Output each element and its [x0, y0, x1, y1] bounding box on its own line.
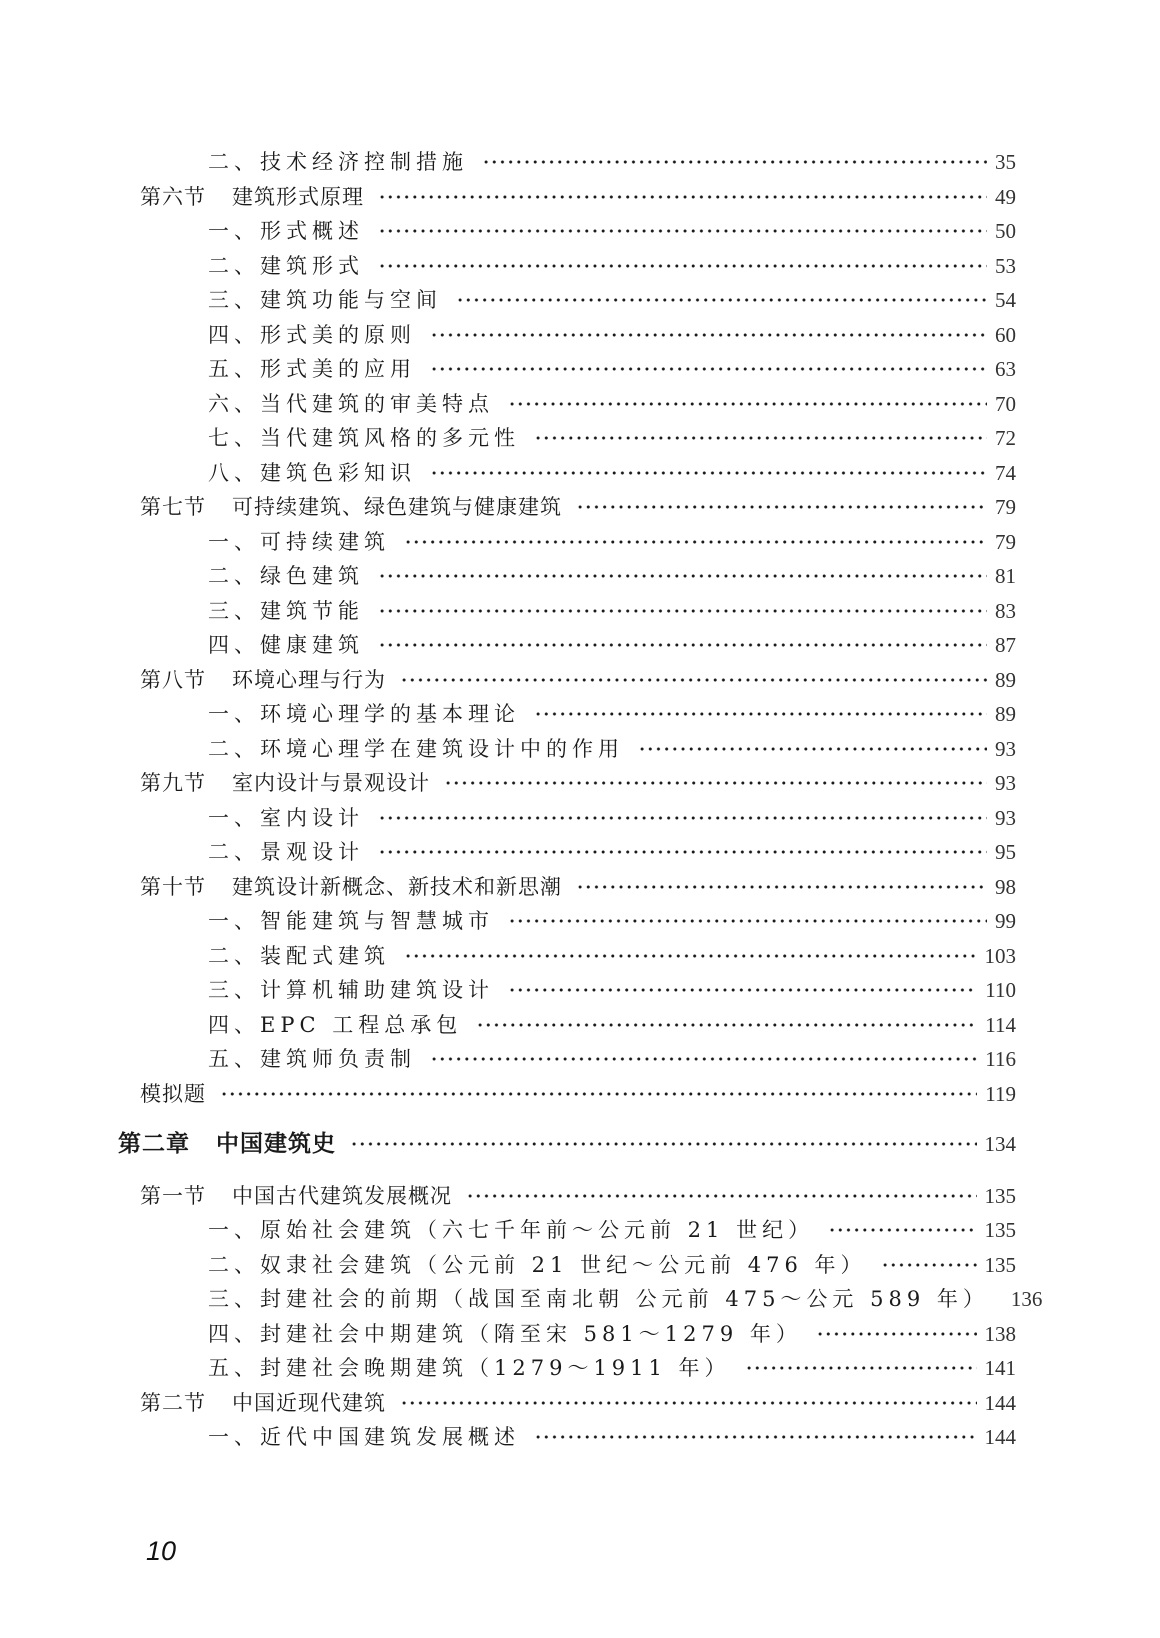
dot-leader — [378, 850, 987, 854]
toc-entry-label: 三、封建社会的前期（战国至南北朝 公元前 475～公元 589 年） — [208, 1287, 989, 1311]
toc-page-number: 138 — [984, 1322, 1016, 1346]
toc-entry-label: 五、形式美的应用 — [208, 357, 416, 381]
toc-entry-title — [208, 972, 494, 1008]
dot-leader — [378, 229, 987, 233]
toc-entry-title — [208, 420, 520, 456]
toc-page-number: 135 — [984, 1184, 1016, 1208]
toc-page-number: 49 — [995, 185, 1016, 209]
toc-entry-title — [208, 558, 364, 594]
toc-subsection-entry — [0, 1281, 1043, 1317]
toc-subsection-entry — [0, 731, 1016, 767]
toc-page-number: 116 — [985, 1047, 1016, 1071]
toc-entry-title — [208, 144, 468, 180]
toc-entry-title — [140, 765, 430, 801]
toc-page-number: 79 — [995, 530, 1016, 554]
toc-entry-label: 二、装配式建筑 — [208, 944, 390, 968]
dot-leader — [456, 298, 987, 302]
dot-leader — [378, 816, 987, 820]
toc-subsection-entry — [0, 1316, 1016, 1352]
toc-entry-title — [140, 1385, 386, 1421]
toc-subsection-entry — [0, 1247, 1016, 1283]
toc-entry-label: 可持续建筑、绿色建筑与健康建筑 — [232, 495, 562, 519]
toc-entry-title — [140, 489, 562, 525]
toc-entry-label: 二、建筑形式 — [208, 254, 364, 278]
toc-subsection-entry — [0, 972, 1016, 1008]
toc-entry-number: 第十节 — [140, 875, 206, 899]
toc-entry-title — [208, 351, 416, 387]
toc-entry-label: 模拟题 — [140, 1082, 206, 1106]
toc-page-number: 93 — [995, 771, 1016, 795]
toc-entry-label: 三、建筑功能与空间 — [208, 288, 442, 312]
toc-entry-title — [208, 903, 494, 939]
dot-leader — [482, 160, 987, 164]
toc-entry-title — [208, 696, 520, 732]
dot-leader — [430, 367, 987, 371]
dot-leader — [638, 747, 987, 751]
toc-entry-title — [208, 386, 494, 422]
toc-entry-label: 建筑形式原理 — [232, 185, 364, 209]
toc-entry-label: 一、可持续建筑 — [208, 530, 390, 554]
toc-entry-label: 四、形式美的原则 — [208, 323, 416, 347]
toc-page-number: 103 — [984, 944, 1016, 968]
toc-page-number: 136 — [1010, 1287, 1043, 1311]
toc-page-number: 53 — [995, 254, 1016, 278]
dot-leader — [378, 643, 987, 647]
toc-subsection-entry — [0, 627, 1016, 663]
toc-entry-title — [208, 800, 364, 836]
toc-page-number: 89 — [995, 702, 1016, 726]
toc-page-number: 93 — [995, 806, 1016, 830]
dot-leader — [534, 1435, 977, 1439]
toc-subsection-entry — [0, 1041, 1016, 1077]
toc-entry-number: 第二节 — [140, 1391, 206, 1415]
toc-entry-title — [208, 834, 364, 870]
toc-entry-label: 四、健康建筑 — [208, 633, 364, 657]
toc-entry-label: 二、景观设计 — [208, 840, 364, 864]
toc-entry-label: 环境心理与行为 — [232, 668, 386, 692]
toc-chapter-entry — [0, 1126, 1016, 1162]
dot-leader — [508, 402, 987, 406]
toc-entry-label: 六、当代建筑的审美特点 — [208, 392, 494, 416]
toc-subsection-entry — [0, 386, 1016, 422]
toc-page-number: 83 — [995, 599, 1016, 623]
toc-page-number: 72 — [995, 426, 1016, 450]
toc-entry-label: 室内设计与景观设计 — [232, 771, 430, 795]
toc-entry-title — [208, 1041, 416, 1077]
toc-section-entry — [0, 1178, 1016, 1214]
toc-page-number: 93 — [995, 737, 1016, 761]
toc-entry-label: 二、技术经济控制措施 — [208, 150, 468, 174]
toc-subsection-entry — [0, 144, 1016, 180]
toc-section-entry — [0, 662, 1016, 698]
toc-page-number: 79 — [995, 495, 1016, 519]
toc-entry-number: 第六节 — [140, 185, 206, 209]
toc-page-number: 87 — [995, 633, 1016, 657]
toc-entry-label: 二、绿色建筑 — [208, 564, 364, 588]
toc-entry-title — [208, 1247, 867, 1283]
toc-page-number: 144 — [984, 1391, 1016, 1415]
toc-subsection-entry — [0, 696, 1016, 732]
toc-entry-title — [140, 1178, 452, 1214]
toc-subsection-entry — [0, 351, 1016, 387]
toc-entry-label: 建筑设计新概念、新技术和新思潮 — [232, 875, 562, 899]
toc-page-number: 50 — [995, 219, 1016, 243]
toc-entry-label: 二、奴隶社会建筑（公元前 21 世纪～公元前 476 年） — [208, 1253, 867, 1277]
dot-leader — [444, 781, 987, 785]
toc-page-number: 89 — [995, 668, 1016, 692]
dot-leader — [430, 1057, 977, 1061]
toc-entry-title — [208, 213, 364, 249]
toc-entry-label: 一、智能建筑与智慧城市 — [208, 909, 494, 933]
toc-subsection-entry — [0, 938, 1016, 974]
toc-subsection-entry — [0, 524, 1016, 560]
toc-subsection-entry — [0, 1212, 1016, 1248]
dot-leader — [404, 954, 977, 958]
toc-page-number: 54 — [995, 288, 1016, 312]
page-number: 10 — [146, 1536, 177, 1566]
toc-page-number: 135 — [984, 1218, 1016, 1242]
toc-section-entry — [0, 765, 1016, 801]
dot-leader — [466, 1194, 977, 1198]
toc-subsection-entry — [0, 213, 1016, 249]
toc-subsection-entry — [0, 1419, 1016, 1455]
dot-leader — [220, 1092, 977, 1096]
toc-entry-title — [208, 731, 624, 767]
toc-entry-title — [208, 1419, 520, 1455]
toc-entry-label: 三、建筑节能 — [208, 599, 364, 623]
dot-leader — [745, 1366, 977, 1370]
toc-subsection-entry — [0, 1350, 1016, 1386]
toc-page-number: 114 — [985, 1013, 1016, 1037]
dot-leader — [534, 436, 987, 440]
dot-leader — [534, 712, 987, 716]
dot-leader — [400, 1401, 977, 1405]
toc-entry-title — [208, 1212, 814, 1248]
dot-leader — [430, 471, 987, 475]
toc-subsection-entry — [0, 317, 1016, 353]
dot-leader — [816, 1332, 977, 1336]
dot-leader — [378, 574, 987, 578]
toc-page-number: 110 — [985, 978, 1016, 1002]
toc-subsection-entry — [0, 1007, 1016, 1043]
toc-entry-title — [208, 627, 364, 663]
toc-entry-title — [208, 593, 364, 629]
toc-subsection-entry — [0, 834, 1016, 870]
toc-subsection-entry — [0, 558, 1016, 594]
toc-subsection-entry — [0, 248, 1016, 284]
dot-leader — [378, 264, 987, 268]
toc-section-entry — [0, 869, 1016, 905]
toc-page-number: 60 — [995, 323, 1016, 347]
toc-entry-label: 七、当代建筑风格的多元性 — [208, 426, 520, 450]
toc-entry-number: 第八节 — [140, 668, 206, 692]
toc-entry-label: 五、建筑师负责制 — [208, 1047, 416, 1071]
toc-subsection-entry — [0, 282, 1016, 318]
toc-section-entry — [0, 1385, 1016, 1421]
toc-entry-title — [208, 938, 390, 974]
toc-page-number: 81 — [995, 564, 1016, 588]
toc-page-number: 99 — [995, 909, 1016, 933]
dot-leader — [378, 609, 987, 613]
toc-page-number: 135 — [984, 1253, 1016, 1277]
toc-entry-number: 第七节 — [140, 495, 206, 519]
toc-entry-title — [140, 179, 364, 215]
toc-entry-number: 第二章 — [118, 1130, 190, 1157]
toc-section-entry — [0, 179, 1016, 215]
toc-entry-title — [208, 282, 442, 318]
toc-page-number: 119 — [985, 1082, 1016, 1106]
dot-leader — [378, 195, 987, 199]
dot-leader — [828, 1228, 976, 1232]
toc-entry-title — [208, 1316, 802, 1352]
dot-leader — [576, 885, 987, 889]
toc-subsection-entry — [0, 420, 1016, 456]
toc-entry-title — [140, 1076, 206, 1112]
dot-leader — [881, 1263, 977, 1267]
toc-entry-title — [140, 869, 562, 905]
toc-subsection-entry — [0, 903, 1016, 939]
toc-page-number: 74 — [995, 461, 1016, 485]
toc-entry-title — [208, 455, 416, 491]
toc-section-entry — [0, 489, 1016, 525]
dot-leader — [508, 988, 977, 992]
toc-page-number: 134 — [984, 1132, 1016, 1156]
toc-entry-title — [118, 1126, 336, 1162]
toc-entry-title — [208, 1281, 989, 1317]
toc-subsection-entry — [0, 455, 1016, 491]
toc-entry-label: 中国建筑史 — [216, 1130, 336, 1157]
dot-leader — [476, 1023, 977, 1027]
toc-entry-label: 三、计算机辅助建筑设计 — [208, 978, 494, 1002]
toc-subsection-entry — [0, 593, 1016, 629]
toc-page-number: 95 — [995, 840, 1016, 864]
dot-leader — [350, 1142, 977, 1146]
toc-page-number: 63 — [995, 357, 1016, 381]
toc-subsection-entry — [0, 800, 1016, 836]
toc-entry-label: 二、环境心理学在建筑设计中的作用 — [208, 737, 624, 761]
toc-entry-label: 四、封建社会中期建筑（隋至宋 581～1279 年） — [208, 1322, 802, 1346]
toc-entry-title — [208, 1350, 731, 1386]
dot-leader — [430, 333, 987, 337]
toc-entry-title — [208, 524, 390, 560]
toc-page-number: 70 — [995, 392, 1016, 416]
dot-leader — [576, 505, 987, 509]
toc-entry-label: 八、建筑色彩知识 — [208, 461, 416, 485]
toc-entry-number: 第九节 — [140, 771, 206, 795]
toc-page-number: 98 — [995, 875, 1016, 899]
toc-entry-title — [208, 317, 416, 353]
toc-entry-title — [208, 1007, 462, 1043]
toc-entry-title — [208, 248, 364, 284]
toc-page-number: 141 — [984, 1356, 1016, 1380]
toc-entry-label: 中国近现代建筑 — [232, 1391, 386, 1415]
toc-entry-label: 一、形式概述 — [208, 219, 364, 243]
dot-leader — [508, 919, 987, 923]
toc-entry-label: 一、近代中国建筑发展概述 — [208, 1425, 520, 1449]
toc-page-number: 35 — [995, 150, 1016, 174]
toc-entry-number: 第一节 — [140, 1184, 206, 1208]
toc-page-number: 144 — [984, 1425, 1016, 1449]
toc-entry-label: 五、封建社会晚期建筑（1279～1911 年） — [208, 1356, 731, 1380]
toc-entry-label: 一、原始社会建筑（六七千年前～公元前 21 世纪） — [208, 1218, 815, 1242]
toc-entry-title — [140, 662, 386, 698]
dot-leader — [404, 540, 987, 544]
toc-entry-label: 中国古代建筑发展概况 — [232, 1184, 452, 1208]
toc-entry-label: 四、EPC 工程总承包 — [208, 1013, 463, 1037]
toc-entry-label: 一、室内设计 — [208, 806, 364, 830]
dot-leader — [400, 678, 987, 682]
toc-section-entry — [0, 1076, 1016, 1112]
toc-entry-label: 一、环境心理学的基本理论 — [208, 702, 520, 726]
